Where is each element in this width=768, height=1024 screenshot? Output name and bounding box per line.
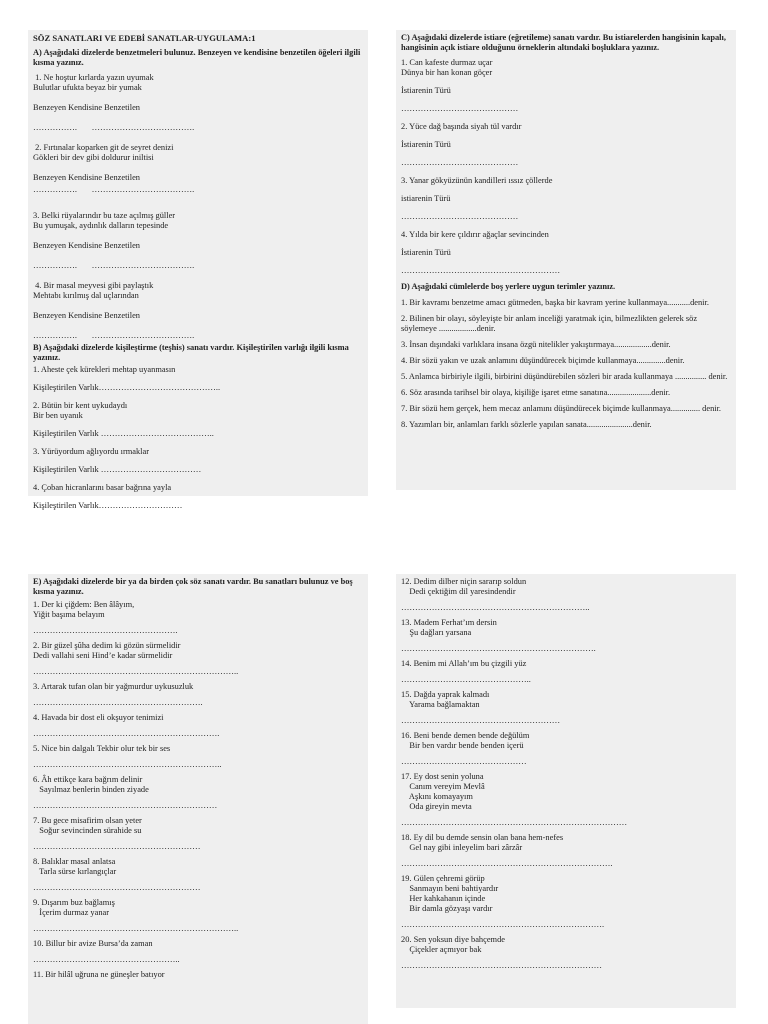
worksheet-title: SÖZ SANATLARI VE EDEBİ SANATLAR-UYGULAMA:1 — [33, 33, 256, 43]
answer-blank[interactable]: Kişileştirilen Varlık…………………………………….. — [33, 383, 221, 392]
fill-blank-sentence[interactable]: 8. Yazımları bir, anlamları farklı sözlerle yapılan sanata......................denir. — [401, 420, 652, 429]
section-c-item-4 — [401, 230, 731, 276]
answer-blank[interactable]: ……………………………………………………………… — [401, 961, 602, 970]
section-e-item-1 — [33, 600, 363, 636]
verse-line: Bulutlar ufukta beyaz bir yumak — [33, 83, 142, 92]
answer-blank[interactable]: ……………………………………………………. — [33, 698, 203, 707]
fill-blank-sentence[interactable]: 1. Bir kavramı benzetme amacı gütmeden, başka bir kavram yerine kullanmaya...........denir. — [401, 298, 709, 307]
verse-line: Gökleri bir dev gibi doldurur iniltisi — [33, 153, 154, 162]
section-c-item-2 — [401, 122, 731, 168]
verse-line: Gel nay gibi inleyelim bari zârzâr — [401, 843, 523, 852]
verse-line: 11. Bir hilâl uğruna ne güneşler batıyor — [33, 970, 165, 979]
section-e-item-12 — [401, 577, 731, 613]
verse-line: Dedi vallahi seni Hind’e kadar sürmelidir — [33, 651, 173, 660]
section-d-heading: D) Aşağıdaki cümlelerde boş yerlere uygun terimler yazınız. — [401, 282, 616, 291]
section-c-item-3 — [401, 176, 731, 222]
verse-line: Tarla sürse kırlangıçlar — [33, 867, 117, 876]
verse-line: 8. Balıklar masal anlatsa — [33, 857, 116, 866]
section-a-item-1 — [33, 73, 363, 133]
fill-blank-sentence[interactable]: 7. Bir sözü hem gerçek, hem mecaz anlamını düşündürecek biçimde kullanmaya.............. denir. — [401, 404, 722, 413]
worksheet-panel-e — [28, 574, 368, 1024]
verse-line: 14. Benim mi Allah’ım bu çizgili yüz — [401, 659, 527, 668]
verse-line: Bir ben vardır bende benden içerü — [401, 741, 524, 750]
answer-blank[interactable]: ……………………………………………. — [33, 626, 178, 635]
verse-line: 18. Ey dil bu demde sensin olan bana hem-nefes — [401, 833, 564, 842]
verse-line: 20. Sen yoksun diye bahçemde — [401, 935, 505, 944]
verse-line: Canım vereyim Mevlâ — [401, 782, 485, 791]
verse-line: Soğur sevincinden sürahide su — [33, 826, 142, 835]
verse-line: 1. Can kafeste durmaz uçar — [401, 58, 493, 67]
verse-line: Sayılmaz benlerin binden ziyade — [33, 785, 149, 794]
section-e-item-7 — [33, 816, 363, 852]
verse-line: Dünya bir han konan göçer — [401, 68, 493, 77]
answer-blank[interactable]: ……………………………………………………………….. — [33, 924, 239, 933]
answer-blank[interactable]: ……………. ………………………………. — [33, 331, 195, 340]
section-e-item-10 — [33, 939, 363, 965]
answer-blank[interactable]: ………………………………………………………… — [33, 801, 218, 810]
verse-line: 4. Havada bir dost eli okşuyor tenimizi — [33, 713, 164, 722]
section-e-item-16 — [401, 731, 731, 767]
verse-line: 4. Çoban hicranlarını basar bağrına yayla — [33, 483, 172, 492]
verse-line: 2. Yüce dağ başında siyah tül vardır — [401, 122, 522, 131]
answer-blank[interactable]: ……………………………………………………………….. — [33, 667, 239, 676]
answer-blank[interactable]: ………………………………………………………….. — [33, 760, 222, 769]
section-e-item-18 — [401, 833, 731, 869]
answer-label: İstiarenin Türü — [401, 140, 451, 149]
verse-line: 3. Belki rüyalarındır bu taze açılmış güller — [33, 211, 176, 220]
verse-line: 3. Yanar gökyüzünün kandilleri ıssız çöllerde — [401, 176, 553, 185]
worksheet-panel-cd — [396, 30, 736, 490]
verse-line: 1. Ne hoştur kırlarda yazın uyumak — [33, 73, 154, 82]
verse-line: 9. Dışarım buz bağlamış — [33, 898, 115, 907]
section-b-heading: B) Aşağıdaki dizelerde kişileştirme (teşhis) sanatı vardır. Kişileştirilen varlığı ilgili kısma yazınız. — [33, 343, 349, 362]
answer-blank[interactable]: ……………………………………….. — [401, 675, 531, 684]
answer-blank[interactable]: …………………………………… — [401, 158, 519, 167]
answer-blank[interactable]: …………………………………………………… — [33, 842, 201, 851]
answer-blank[interactable]: ……………………………………………………………. — [401, 644, 596, 653]
answer-blank[interactable]: Kişileştirilen Varlık ………………………………….. — [33, 429, 214, 438]
verse-line: Her kahkahanın içinde — [401, 894, 486, 903]
answer-label: İstiarenin Türü — [401, 86, 451, 95]
section-c-heading: C) Aşağıdaki dizelerde istiare (eğretileme) sanatı vardır. Bu istiarelerden hangisinin kapalı, hangisinin açık istiare olduğunu örneklerin altındaki boşluklara yazınız. — [401, 33, 726, 52]
answer-label: istiarenin Türü — [401, 194, 451, 203]
verse-line: 5. Nice bin dalgalı Tekbir olur tek bir ses — [33, 744, 171, 753]
worksheet-panel-e-continued — [396, 574, 736, 1008]
answer-blank[interactable]: ………………………………………………… — [401, 266, 561, 275]
verse-line: 6. Âh ettikçe kara bağrım delinir — [33, 775, 143, 784]
answer-blank[interactable]: …………………………………… — [401, 212, 519, 221]
verse-line: Yarama bağlamaktan — [401, 700, 480, 709]
verse-line: 1. Der ki çiğdem: Ben âlâyım, — [33, 600, 135, 609]
answer-label: Benzeyen Kendisine Benzetilen — [33, 103, 140, 112]
verse-line: Aşkını komayayım — [401, 792, 473, 801]
verse-line: Çiçekler açmıyor bak — [401, 945, 482, 954]
answer-blank[interactable]: …………………………………………………………. — [33, 729, 220, 738]
worksheet-panel-ab — [28, 30, 368, 510]
answer-blank[interactable]: …………………………………………….. — [33, 955, 180, 964]
section-e-heading: E) Aşağıdaki dizelerde bir ya da birden çok söz sanatı vardır. Bu sanatları bulunuz ve boş kısma yazınız. — [33, 577, 353, 596]
answer-blank[interactable]: ……………. ………………………………. — [33, 261, 195, 270]
verse-line: 17. Ey dost senin yoluna — [401, 772, 484, 781]
section-e-item-3 — [33, 682, 363, 708]
section-e-item-8 — [33, 857, 363, 893]
answer-blank[interactable]: …………………………………………………………………. — [401, 859, 613, 868]
section-a-item-4 — [33, 281, 363, 341]
verse-line: Dedi çektiğim dil yaresindendir — [401, 587, 516, 596]
answer-blank[interactable]: Kişileştirilen Varlık ……………………………… — [33, 465, 202, 474]
section-a-item-2 — [33, 143, 363, 195]
verse-line: 13. Madem Ferhat’ım dersin — [401, 618, 497, 627]
section-e-item-6 — [33, 775, 363, 811]
section-e-item-13 — [401, 618, 731, 654]
fill-blank-sentence[interactable]: 3. İnsan dışındaki varlıklara insana özgü nitelikler yakıştırmaya..................denir. — [401, 340, 671, 349]
verse-line: İçerim durmaz yanar — [33, 908, 110, 917]
verse-line: 12. Dedim dilber niçin sararıp soldun — [401, 577, 527, 586]
verse-line: 1. Aheste çek kürekleri mehtap uyanmasın — [33, 365, 176, 374]
answer-blank[interactable]: ………………………………………………… — [401, 716, 561, 725]
fill-blank-sentence[interactable]: 2. Bilinen bir olayı, söyleyişte bir anlam inceliği yaratmak için, bilmezlikten gelerek söz söylemeye ..................denir. — [401, 314, 698, 333]
section-a-heading: A) Aşağıdaki dizelerde benzetmeleri bulunuz. Benzeyen ve kendisine benzetilen öğeleri ilgili kısma yazınız. — [33, 48, 361, 67]
section-e-item-2 — [33, 641, 363, 677]
verse-line: Oda gireyin mevta — [401, 802, 472, 811]
section-e-item-15 — [401, 690, 731, 726]
verse-line: Sanmayın beni bahtiyardır — [401, 884, 499, 893]
answer-blank[interactable]: ………………………………………………………………. — [401, 920, 605, 929]
verse-line: 3. Yürüyordum ağlıyordu ırmaklar — [33, 447, 149, 456]
answer-blank[interactable]: Kişileştirilen Varlık………………………… — [33, 501, 183, 510]
verse-line: 15. Dağda yaprak kalmadı — [401, 690, 490, 699]
answer-blank[interactable]: ……………. ………………………………. — [33, 185, 195, 194]
fill-blank-sentence[interactable]: 5. Anlamca birbiriyle ilgili, birbirini düşündürebilen sözleri bir arada kullanmaya ............... denir. — [401, 372, 728, 381]
section-e-item-9 — [33, 898, 363, 934]
verse-line: 2. Fırtınalar koparken git de seyret denizi — [33, 143, 174, 152]
fill-blank-sentence[interactable]: 4. Bir sözü yakın ve uzak anlamını düşündürecek biçimde kullanmaya..............denir. — [401, 356, 685, 365]
answer-blank[interactable]: ……………………………………………………………………… — [401, 818, 628, 827]
answer-blank[interactable]: ……………………………………… — [401, 757, 527, 766]
fill-blank-sentence[interactable]: 6. Söz arasında tarihsel bir olaya, kişiliğe işaret etme sanatına.....................denir. — [401, 388, 671, 397]
answer-label: Benzeyen Kendisine Benzetilen — [33, 173, 140, 182]
section-e-item-4 — [33, 713, 363, 739]
verse-line: Bir damla gözyaşı vardır — [401, 904, 493, 913]
verse-line: 16. Beni bende demen bende değülüm — [401, 731, 530, 740]
answer-label: Benzeyen Kendisine Benzetilen — [33, 311, 140, 320]
verse-line: Mehtabı kırılmış dal uçlarından — [33, 291, 139, 300]
section-b-item-1 — [33, 365, 363, 393]
verse-line: 3. Artarak tufan olan bir yağmurdur uykusuzluk — [33, 682, 194, 691]
verse-line: 7. Bu gece misafirim olsan yeter — [33, 816, 142, 825]
section-e-item-11 — [33, 970, 363, 980]
section-b-item-3 — [33, 447, 363, 475]
verse-line: Yiğit başıma belayım — [33, 610, 105, 619]
section-c-item-1 — [401, 58, 731, 114]
verse-line: 19. Gülen çehremi görüp — [401, 874, 485, 883]
verse-line: 2. Bütün bir kent uykudaydı — [33, 401, 128, 410]
section-b-item-2 — [33, 401, 363, 439]
verse-line: Bir ben uyanık — [33, 411, 83, 420]
section-e-item-14 — [401, 659, 731, 685]
answer-label: İstiarenin Türü — [401, 248, 451, 257]
verse-line: Bu yumuşak, aydınlık dalların tepesinde — [33, 221, 169, 230]
verse-line: 10. Billur bir avize Bursa’da zaman — [33, 939, 153, 948]
answer-blank[interactable]: …………………………………… — [401, 104, 519, 113]
verse-line: 4. Yılda bir kere çıldırır ağaçlar sevincinden — [401, 230, 549, 239]
section-e-item-17 — [401, 772, 731, 828]
section-e-item-5 — [33, 744, 363, 770]
answer-blank[interactable]: …………………………………………………… — [33, 883, 201, 892]
answer-blank[interactable]: ………………………………………………………….. — [401, 603, 590, 612]
verse-line: 4. Bir masal meyvesi gibi paylaştık — [33, 281, 154, 290]
verse-line: 2. Bir güzel şûha dedim ki gözün sürmelidir — [33, 641, 181, 650]
section-e-item-20 — [401, 935, 731, 971]
answer-label: Benzeyen Kendisine Benzetilen — [33, 241, 140, 250]
section-b-item-4 — [33, 483, 363, 511]
answer-blank[interactable]: ……………. ………………………………. — [33, 123, 195, 132]
section-a-item-3 — [33, 211, 363, 271]
section-e-item-19 — [401, 874, 731, 930]
verse-line: Şu dağları yarsana — [401, 628, 472, 637]
